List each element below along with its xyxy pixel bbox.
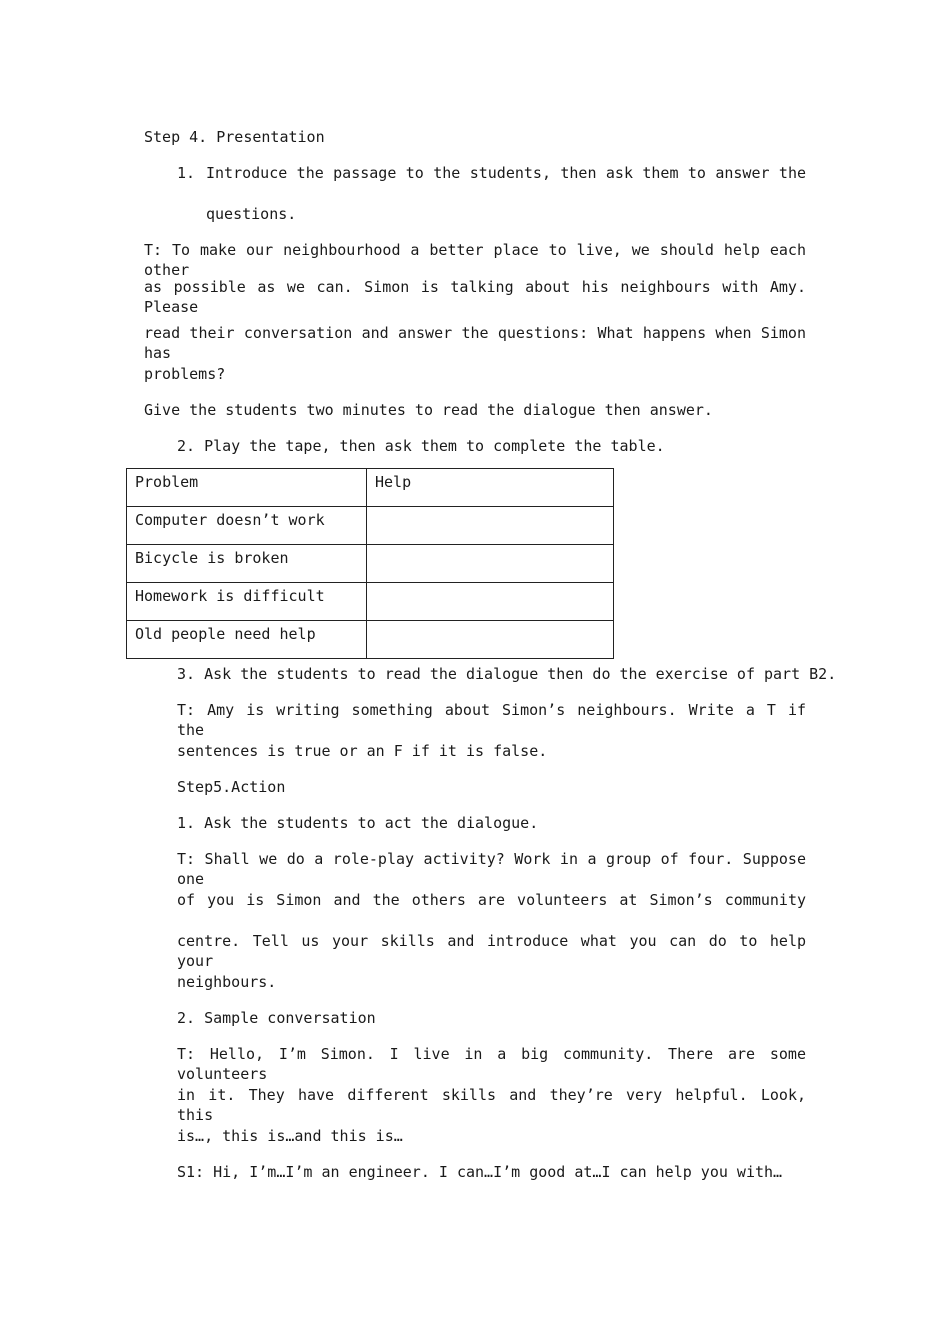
teacher-line-1c: read their conversation and answer the questions: What happens when Simon has: [144, 324, 806, 362]
help-cell: [367, 621, 614, 659]
teacher-line-4b: in it. They have different skills and they’re very helpful. Look, this: [177, 1086, 806, 1124]
instruction-line: Give the students two minutes to read the dialogue then answer.: [144, 401, 713, 419]
problem-cell: Old people need help: [127, 621, 367, 659]
help-cell: [367, 545, 614, 583]
step5-item2: 2. Sample conversation: [177, 1009, 376, 1027]
teacher-line-1a: T: To make our neighbourhood a better place to live, we should help each other: [144, 241, 806, 279]
teacher-line-3d: neighbours.: [177, 973, 277, 991]
teacher-line-1b: as possible as we can. Simon is talking about his neighbours with Amy. Please: [144, 278, 806, 316]
step4-item1-line1: [177, 163, 806, 183]
step4-item2: 2. Play the tape, then ask them to complete the table.: [177, 437, 665, 455]
problem-cell: Computer doesn’t work: [127, 507, 367, 545]
item1-text: Introduce the passage to the students, then ask them to answer the: [206, 164, 806, 182]
help-cell: [367, 507, 614, 545]
problem-cell: Bicycle is broken: [127, 545, 367, 583]
item-number: 1.: [177, 164, 196, 182]
step5-heading: Step5.Action: [177, 778, 286, 796]
teacher-line-4a: T: Hello, I’m Simon. I live in a big community. There are some volunteers: [177, 1045, 806, 1083]
step4-item3: 3. Ask the students to read the dialogue then do the exercise of part B2.: [177, 665, 837, 683]
step4-heading: Step 4. Presentation: [144, 128, 325, 146]
teacher-line-3a: T: Shall we do a role-play activity? Work in a group of four. Suppose one: [177, 850, 806, 888]
student-line-s1: S1: Hi, I’m…I’m an engineer. I can…I’m good at…I can help you with…: [177, 1163, 783, 1181]
table-row: [127, 545, 614, 583]
header-help: Help: [367, 469, 614, 507]
teacher-line-4c: is…, this is…and this is…: [177, 1127, 403, 1145]
table-row: [127, 583, 614, 621]
step5-item1: 1. Ask the students to act the dialogue.: [177, 814, 539, 832]
help-cell: [367, 583, 614, 621]
table-row: [127, 621, 614, 659]
teacher-line-1d: problems?: [144, 365, 226, 383]
problem-cell: Homework is difficult: [127, 583, 367, 621]
teacher-line-2b: sentences is true or an F if it is false.: [177, 742, 548, 760]
teacher-line-3c: centre. Tell us your skills and introduce what you can do to help your: [177, 932, 806, 970]
step4-item1-line2: questions.: [206, 205, 297, 223]
table-row: [127, 507, 614, 545]
teacher-line-3b: of you is Simon and the others are volunteers at Simon’s community: [177, 891, 806, 909]
table-header-row: [127, 469, 614, 507]
problem-help-table: [126, 468, 614, 659]
teacher-line-2a: T: Amy is writing something about Simon’s neighbours. Write a T if the: [177, 701, 806, 739]
header-problem: Problem: [127, 469, 367, 507]
